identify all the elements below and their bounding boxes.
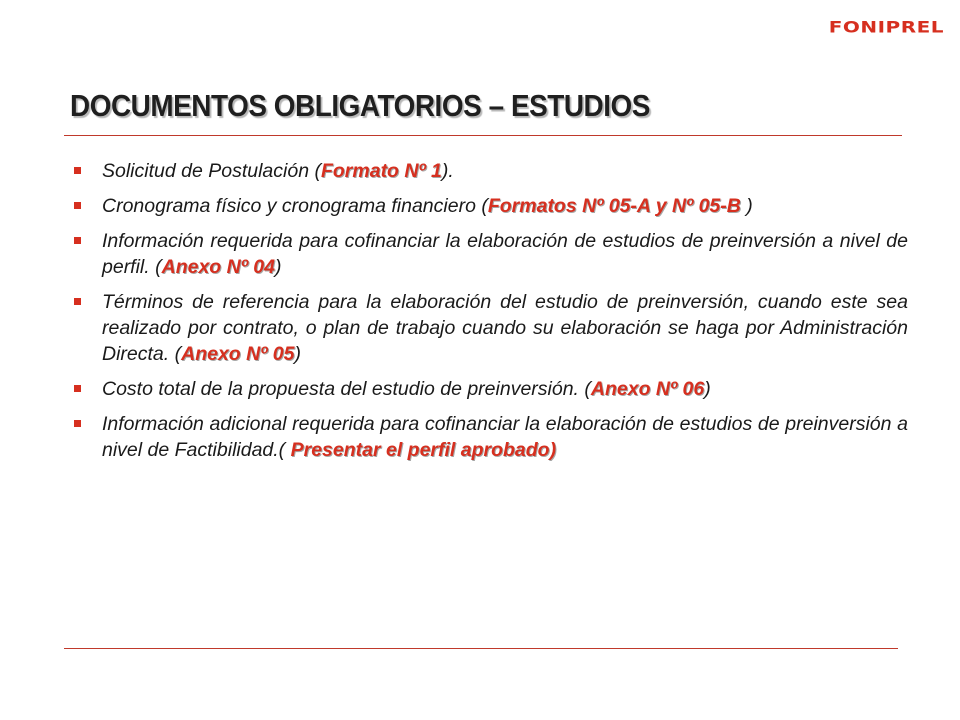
item-reference: Anexo Nº 04 xyxy=(161,256,275,278)
item-text: Cronograma físico y cronograma financiero ( xyxy=(102,195,488,217)
list-item-solicitud xyxy=(72,158,908,184)
list-item-perfil xyxy=(72,228,908,280)
item-reference: Formatos Nº 05-A y Nº 05-B xyxy=(487,195,741,217)
list-item-cronograma xyxy=(72,193,908,219)
item-text-end: ) xyxy=(704,378,711,400)
item-reference: Presentar el perfil aprobado) xyxy=(290,439,557,461)
list-item-terminos xyxy=(72,289,908,367)
item-text: Términos de referencia para la elaboración del estudio de preinversión, cuando este sea realizado por contrato, o plan de trabajo cuando su elaboración se haga por Administración Directa. ( xyxy=(102,291,908,365)
foniprel-logo: FONIPREL xyxy=(828,17,944,37)
square-bullet-icon xyxy=(74,167,81,174)
item-reference: Anexo Nº 06 xyxy=(590,378,705,400)
item-text: Información adicional requerida para cofinanciar la elaboración de estudios de preinversión a nivel de Factibilidad.( xyxy=(102,413,908,461)
requirements-list xyxy=(72,158,908,472)
item-text-end: ). xyxy=(441,160,454,182)
slide-title: DOCUMENTOS OBLIGATORIOS – ESTUDIOS xyxy=(70,88,650,123)
item-text-end: ) xyxy=(294,343,301,365)
list-item-factibilidad xyxy=(72,411,908,463)
item-reference: Formato Nº 1 xyxy=(320,160,442,182)
item-text-end: ) xyxy=(274,256,282,278)
square-bullet-icon xyxy=(74,420,81,427)
square-bullet-icon xyxy=(74,298,81,305)
square-bullet-icon xyxy=(74,202,81,209)
item-text-end: ) xyxy=(740,195,753,217)
item-text: Solicitud de Postulación ( xyxy=(102,160,321,182)
item-text: Costo total de la propuesta del estudio de preinversión. ( xyxy=(102,378,591,400)
item-text: Información requerida para cofinanciar la elaboración de estudios de preinversión a nivel de perfil. ( xyxy=(102,230,908,278)
title-divider xyxy=(64,135,902,136)
item-reference: Anexo Nº 05 xyxy=(181,343,295,365)
square-bullet-icon xyxy=(74,385,81,392)
square-bullet-icon xyxy=(74,237,81,244)
footer-divider xyxy=(64,648,898,649)
list-item-costo xyxy=(72,376,908,402)
